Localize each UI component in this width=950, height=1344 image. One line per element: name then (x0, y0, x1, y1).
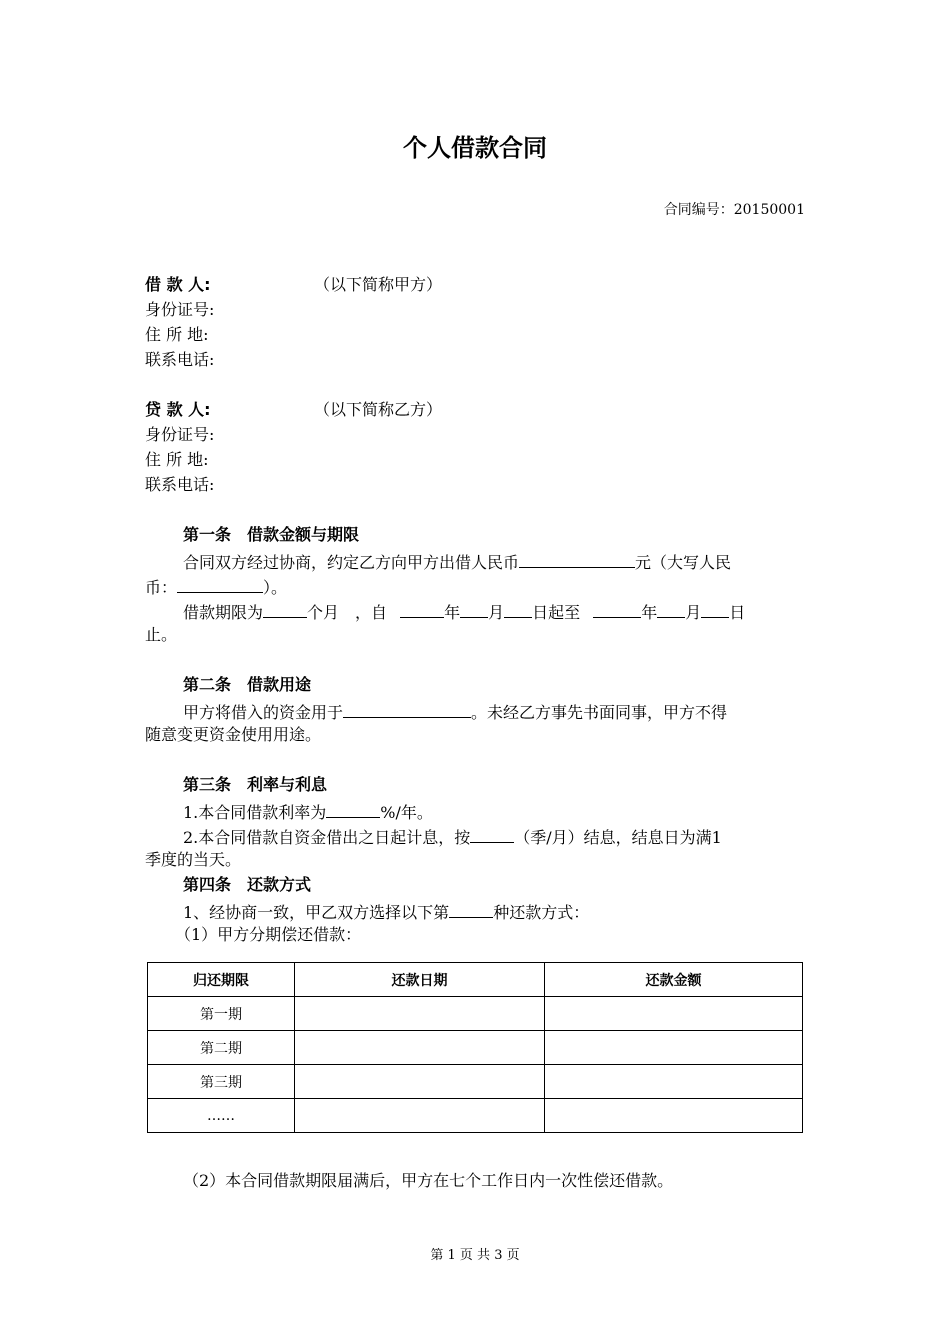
borrower-phone-label: 联系电话: (145, 350, 215, 369)
amount-uppercase-blank (177, 577, 263, 593)
table-cell: 第一期 (148, 997, 295, 1031)
table-row (148, 1099, 803, 1133)
article-2-line-2: 随意变更资金使用用途。 (145, 725, 322, 744)
article-2-heading: 第二条 借款用途 (183, 675, 312, 694)
article-4-heading: 第四条 还款方式 (183, 875, 312, 894)
borrower-id-label: 身份证号: (145, 300, 215, 319)
article-1-line-2: 币： ）。 (145, 578, 288, 597)
article-4-line-3: （2）本合同借款期限届满后，甲方在七个工作日内一次性偿还借款。 (183, 1171, 674, 1190)
lender-note: （以下简称乙方） (314, 400, 443, 419)
rate-blank (326, 802, 380, 818)
article-3-line-2: 2.本合同借款自资金借出之日起计息，按 （季/月）结息，结息日为满1 (183, 828, 722, 847)
table-cell (295, 1065, 545, 1099)
interest-period-blank (470, 827, 514, 843)
table-header-row (148, 963, 803, 997)
table-cell (545, 997, 803, 1031)
lender-address-label: 住 所 地: (145, 450, 209, 469)
lender-id-label: 身份证号: (145, 425, 215, 444)
table-cell: 第三期 (148, 1065, 295, 1099)
repayment-table (147, 962, 803, 1133)
table-cell (295, 1031, 545, 1065)
table-cell: …… (148, 1099, 295, 1133)
table-cell (545, 1031, 803, 1065)
purpose-blank (343, 702, 471, 718)
article-1-line-1: 合同双方经过协商，约定乙方向甲方出借人民币 元（大写人民 (183, 553, 732, 572)
table-cell: 第二期 (148, 1031, 295, 1065)
method-choice-blank (449, 902, 493, 918)
table-cell (295, 1099, 545, 1133)
lender-phone-label: 联系电话: (145, 475, 215, 494)
article-3-heading: 第三条 利率与利息 (183, 775, 328, 794)
article-4-line-2: （1）甲方分期偿还借款： (175, 925, 362, 944)
article-1-line-4: 止。 (145, 625, 178, 644)
lender-label: 贷 款 人: (145, 400, 211, 419)
article-1-heading: 第一条 借款金额与期限 (183, 525, 360, 544)
table-header: 还款金额 (545, 963, 803, 997)
borrower-label: 借 款 人: (145, 275, 211, 294)
table-row (148, 997, 803, 1031)
article-3-line-1: 1.本合同借款利率为 %/年。 (183, 803, 433, 822)
page-footer: 第 1 页 共 3 页 (430, 1248, 520, 1263)
article-4-line-1: 1、经协商一致，甲乙双方选择以下第 种还款方式： (183, 903, 590, 922)
table-cell (545, 1065, 803, 1099)
article-1-line-3: 借款期限为 个月 ，自 年 月 日起至 年 月 日 (183, 603, 746, 622)
amount-blank (519, 552, 635, 568)
contract-number: 合同编号：20150001 (663, 202, 805, 218)
table-header: 还款日期 (295, 963, 545, 997)
table-header: 归还期限 (148, 963, 295, 997)
borrower-address-label: 住 所 地: (145, 325, 209, 344)
table-row (148, 1065, 803, 1099)
table-cell (295, 997, 545, 1031)
article-2-line-1: 甲方将借入的资金用于 。未经乙方事先书面同事，甲方不得 (183, 703, 728, 722)
table-row (148, 1031, 803, 1065)
article-3-line-3: 季度的当天。 (145, 850, 242, 869)
borrower-note: （以下简称甲方） (314, 275, 443, 294)
table-cell (545, 1099, 803, 1133)
page-title: 个人借款合同 (403, 134, 547, 162)
